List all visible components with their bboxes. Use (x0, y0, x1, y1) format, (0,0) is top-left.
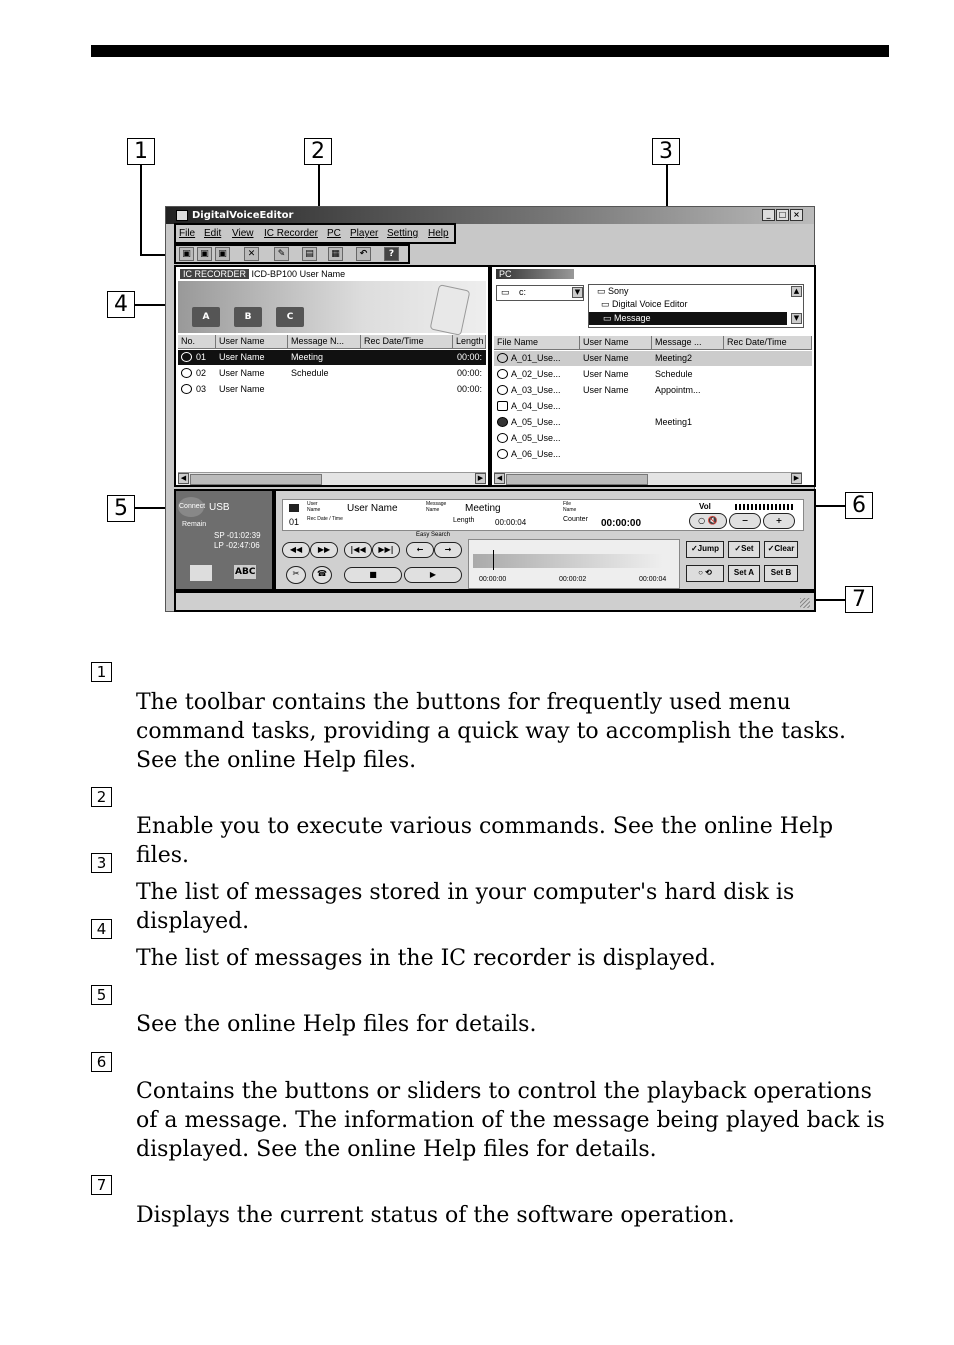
tree-item-message[interactable]: ▭ Message (589, 312, 787, 325)
list-item[interactable] (178, 382, 486, 397)
help-icon[interactable]: ? (384, 247, 399, 261)
list-item[interactable] (494, 399, 812, 414)
ic-horizontal-scrollbar[interactable] (178, 472, 486, 485)
item-description-6: Contains the buttons or sliders to control the playback operations of a message. The information of the message being played back is displayed. See the online Help files for details. (136, 1079, 885, 1162)
row-no: 02 (196, 368, 207, 378)
message-icon (497, 353, 508, 363)
scroll-left-icon[interactable]: ◀ (494, 473, 505, 484)
folder-b-icon[interactable]: B (234, 307, 262, 327)
list-item[interactable] (494, 351, 812, 366)
row-file: A_05_Use... (511, 417, 561, 427)
row-message: Meeting1 (655, 417, 693, 427)
callout-3: 3 (652, 138, 680, 165)
menu-setting[interactable]: Setting (387, 228, 419, 239)
next-button[interactable]: ▶▶| (372, 542, 400, 558)
counter-label: Counter (563, 516, 588, 523)
callout-7: 7 (845, 586, 873, 613)
message-info-box (282, 499, 804, 531)
set-button[interactable]: ✓Set (728, 541, 760, 558)
folder-a-small-icon (289, 504, 299, 512)
ic-message-list (178, 335, 486, 471)
connect-label: Connect (179, 503, 206, 510)
app-icon (176, 210, 188, 221)
drive-select[interactable] (496, 285, 584, 301)
item-number-5: 5 (91, 985, 112, 1005)
row-file: A_05_Use... (511, 433, 561, 443)
row-file: A_04_Use... (511, 401, 561, 411)
row-length: 00:00: (457, 384, 483, 394)
item-description-5: See the online Help files for details. (136, 1012, 537, 1037)
file-name-label: File Name (563, 501, 577, 513)
item-number-1: 1 (91, 662, 112, 682)
ic-column-header (178, 335, 486, 349)
volume-label: Vol (699, 502, 711, 511)
scroll-thumb[interactable] (506, 474, 648, 485)
row-length: 00:00: (457, 368, 483, 378)
leader-line (140, 165, 142, 255)
message-icon (497, 401, 508, 411)
usb-label: USB (209, 502, 230, 513)
previous-button[interactable]: |◀◀ (344, 542, 372, 558)
col-user-name[interactable]: User Name (216, 335, 288, 348)
item-number-3: 3 (91, 853, 112, 873)
message-icon (497, 433, 508, 443)
callout-5: 5 (107, 495, 135, 522)
clear-button[interactable]: ✓Clear (764, 541, 798, 558)
play-button[interactable]: ▶ (404, 567, 462, 583)
item-description-7: Displays the current status of the software operation. (136, 1203, 735, 1228)
menu-bar (166, 224, 814, 244)
scroll-right-icon[interactable]: ▶ (791, 473, 802, 484)
message-icon (497, 385, 508, 395)
row-user: User Name (583, 353, 629, 363)
title-bar (166, 207, 814, 224)
scroll-left-icon[interactable]: ◀ (178, 473, 189, 484)
clear-label: Clear (774, 544, 795, 553)
properties-icon[interactable]: ▦ (328, 247, 343, 261)
time-mid: 00:00:02 (559, 576, 587, 583)
counter-value: 00:00:00 (601, 518, 642, 529)
folder-area (178, 281, 486, 333)
rewind-button[interactable]: ◀◀ (282, 542, 310, 558)
mute-button[interactable]: ○ 🔇 (689, 513, 727, 529)
row-user: User Name (219, 352, 265, 362)
leader-line (813, 599, 845, 601)
callout-2: 2 (304, 138, 332, 165)
leader-line (813, 505, 845, 507)
row-no: 01 (196, 352, 207, 362)
item-number-6: 6 (91, 1052, 112, 1072)
jump-label: Jump (697, 544, 720, 553)
save-all-icon[interactable]: ▣ (215, 247, 230, 261)
ic-user: User Name (299, 269, 346, 279)
pc-horizontal-scrollbar[interactable] (494, 472, 802, 485)
list-item[interactable] (494, 415, 812, 430)
fast-forward-button[interactable]: ▶▶ (310, 542, 338, 558)
toolbar (174, 244, 410, 264)
rec-date-label: Rec Date / Time (307, 516, 343, 522)
item-number-2: 2 (91, 787, 112, 807)
set-a-button[interactable]: Set A (728, 565, 760, 582)
volume-up-button[interactable]: + (763, 513, 795, 529)
jump-button[interactable]: ✓Jump (686, 541, 724, 558)
device-card-icon (190, 565, 212, 581)
scroll-down-icon[interactable]: ▼ (791, 313, 802, 324)
menu-edit[interactable]: Edit (204, 228, 222, 239)
ic-recorder-device-icon (430, 284, 471, 336)
message-icon (181, 368, 192, 378)
scroll-thumb[interactable] (190, 474, 322, 485)
message-icon (497, 369, 508, 379)
row-user: User Name (583, 385, 629, 395)
item-number-7: 7 (91, 1175, 112, 1195)
pc-column-header (494, 336, 812, 350)
row-user: User Name (583, 369, 629, 379)
chevron-down-icon[interactable]: ▼ (572, 287, 583, 298)
row-file: A_02_Use... (511, 369, 561, 379)
row-file: A_01_Use... (511, 353, 561, 363)
menu-view[interactable]: View (232, 228, 254, 239)
time-end: 00:00:04 (639, 576, 667, 583)
list-item[interactable] (494, 431, 812, 446)
length-label: Length (453, 517, 475, 524)
message-icon (181, 384, 192, 394)
status-bar (174, 591, 816, 612)
message-icon (497, 449, 508, 459)
message-icon (497, 417, 508, 427)
item-description-2: Enable you to execute various commands. See the online Help files. (136, 814, 834, 868)
slider-thumb[interactable] (493, 550, 494, 570)
pc-pane-header (496, 269, 574, 279)
sp-remain: SP -01:02:39 (214, 531, 261, 540)
col-message[interactable]: Message ... (652, 336, 724, 349)
pc-message-list (494, 336, 812, 472)
list-item[interactable] (178, 350, 486, 365)
header-rule (91, 45, 889, 57)
col-rec-date[interactable]: Rec Date/Time (361, 335, 453, 348)
file-icon[interactable]: ▤ (302, 247, 317, 261)
ic-model: ICD-BP100 (251, 269, 298, 279)
row-message: Appointm... (655, 385, 701, 395)
callout-6: 6 (845, 492, 873, 519)
undo-icon[interactable]: ↶ (356, 247, 371, 261)
volume-level-meter[interactable] (735, 504, 795, 510)
list-item[interactable] (178, 366, 486, 381)
slider-track[interactable] (473, 554, 663, 568)
window-title: DigitalVoiceEditor (192, 210, 294, 221)
drive-icon: ▭ (501, 287, 510, 297)
save-as-icon[interactable]: ▣ (197, 247, 212, 261)
pc-tag: PC (496, 269, 574, 279)
minimize-button[interactable]: _ (762, 209, 775, 221)
col-user-name[interactable]: User Name (580, 336, 652, 349)
callout-1: 1 (127, 138, 155, 165)
pc-pane (490, 265, 816, 487)
row-message: Meeting (291, 352, 324, 362)
col-message-name[interactable]: Message N... (288, 335, 361, 348)
tree-item-dve[interactable]: ▭ Digital Voice Editor (601, 299, 688, 309)
ic-pane-header (180, 269, 345, 279)
col-rec-date[interactable]: Rec Date/Time (724, 336, 812, 349)
close-button[interactable]: × (790, 209, 803, 221)
playback-position-slider[interactable] (468, 539, 680, 589)
device-status-panel (174, 489, 274, 591)
message-name-value: Meeting (465, 503, 501, 514)
easy-search-back-button[interactable]: ← (406, 542, 434, 558)
maximize-button[interactable]: □ (776, 209, 789, 221)
volume-down-button[interactable]: − (729, 513, 761, 529)
easy-search-forward-button[interactable]: → (434, 542, 462, 558)
callout-4: 4 (107, 291, 135, 318)
list-item[interactable] (494, 383, 812, 398)
lp-remain: LP -02:47:06 (214, 541, 260, 550)
folder-tree (588, 284, 804, 328)
folder-abc-label: ABC (235, 567, 256, 577)
message-number: 01 (289, 517, 300, 527)
item-number-4: 4 (91, 919, 112, 939)
set-label: Set (741, 544, 754, 553)
row-message: Meeting2 (655, 353, 693, 363)
resize-grip-icon[interactable] (800, 598, 810, 608)
folder-a-icon[interactable]: A (192, 307, 220, 327)
drive-value: c: (519, 287, 527, 297)
list-item[interactable] (494, 447, 812, 462)
row-user: User Name (219, 384, 265, 394)
repeat-button[interactable]: ○ ⟲ (686, 565, 724, 582)
scroll-right-icon[interactable]: ▶ (475, 473, 486, 484)
save-icon[interactable]: ▣ (179, 247, 194, 261)
tree-item-sony[interactable]: ▭ Sony (597, 286, 629, 296)
row-message: Schedule (291, 368, 329, 378)
row-no: 03 (196, 384, 207, 394)
delete-icon[interactable]: ✕ (244, 247, 259, 261)
tree-label: Message (614, 313, 651, 323)
tree-label: Sony (608, 286, 629, 296)
row-file: A_06_Use... (511, 449, 561, 459)
ic-recorder-pane (174, 265, 490, 487)
playback-control-panel (274, 489, 816, 591)
row-message: Schedule (655, 369, 693, 379)
divide-icon[interactable]: ✂ (286, 566, 306, 584)
remain-label: Remain (182, 521, 207, 528)
mark-icon[interactable]: ✎ (274, 247, 289, 261)
user-name-value: User Name (347, 503, 398, 514)
menu-pc[interactable]: PC (327, 228, 341, 239)
menu-ic-recorder[interactable]: IC Recorder (264, 228, 318, 239)
folder-c-icon[interactable]: C (276, 307, 304, 327)
menu-player[interactable]: Player (350, 228, 379, 239)
row-file: A_03_Use... (511, 385, 561, 395)
easy-search-label: Easy Search (416, 532, 451, 538)
col-length[interactable]: Length (453, 335, 486, 348)
ic-recorder-tag: IC RECORDER (180, 269, 249, 279)
item-description-1: The toolbar contains the buttons for frequently used menu command tasks, providing a quick way to accomplish the tasks. See the online Help files. (136, 690, 847, 773)
row-length: 00:00: (457, 352, 483, 362)
item-description-4: The list of messages in the IC recorder is displayed. (136, 946, 716, 971)
time-start: 00:00:00 (479, 576, 507, 583)
user-name-label: User Name (307, 501, 321, 513)
menu-file[interactable]: File (179, 228, 196, 239)
app-window (165, 206, 815, 612)
col-no[interactable]: No. (178, 335, 216, 348)
col-file-name[interactable]: File Name (494, 336, 580, 349)
item-description-3: The list of messages stored in your computer's hard disk is displayed. (136, 880, 795, 934)
message-icon (181, 352, 192, 362)
set-b-button[interactable]: Set B (764, 565, 798, 582)
scroll-up-icon[interactable]: ▲ (791, 286, 802, 297)
list-item[interactable] (494, 367, 812, 382)
telephone-icon[interactable]: ☎ (312, 566, 332, 584)
tree-label: Digital Voice Editor (612, 299, 688, 309)
menu-help[interactable]: Help (428, 228, 449, 239)
length-value: 00:00:04 (495, 518, 527, 527)
message-name-label: Message Name (426, 501, 447, 513)
row-user: User Name (219, 368, 265, 378)
stop-button[interactable]: ■ (344, 567, 402, 583)
